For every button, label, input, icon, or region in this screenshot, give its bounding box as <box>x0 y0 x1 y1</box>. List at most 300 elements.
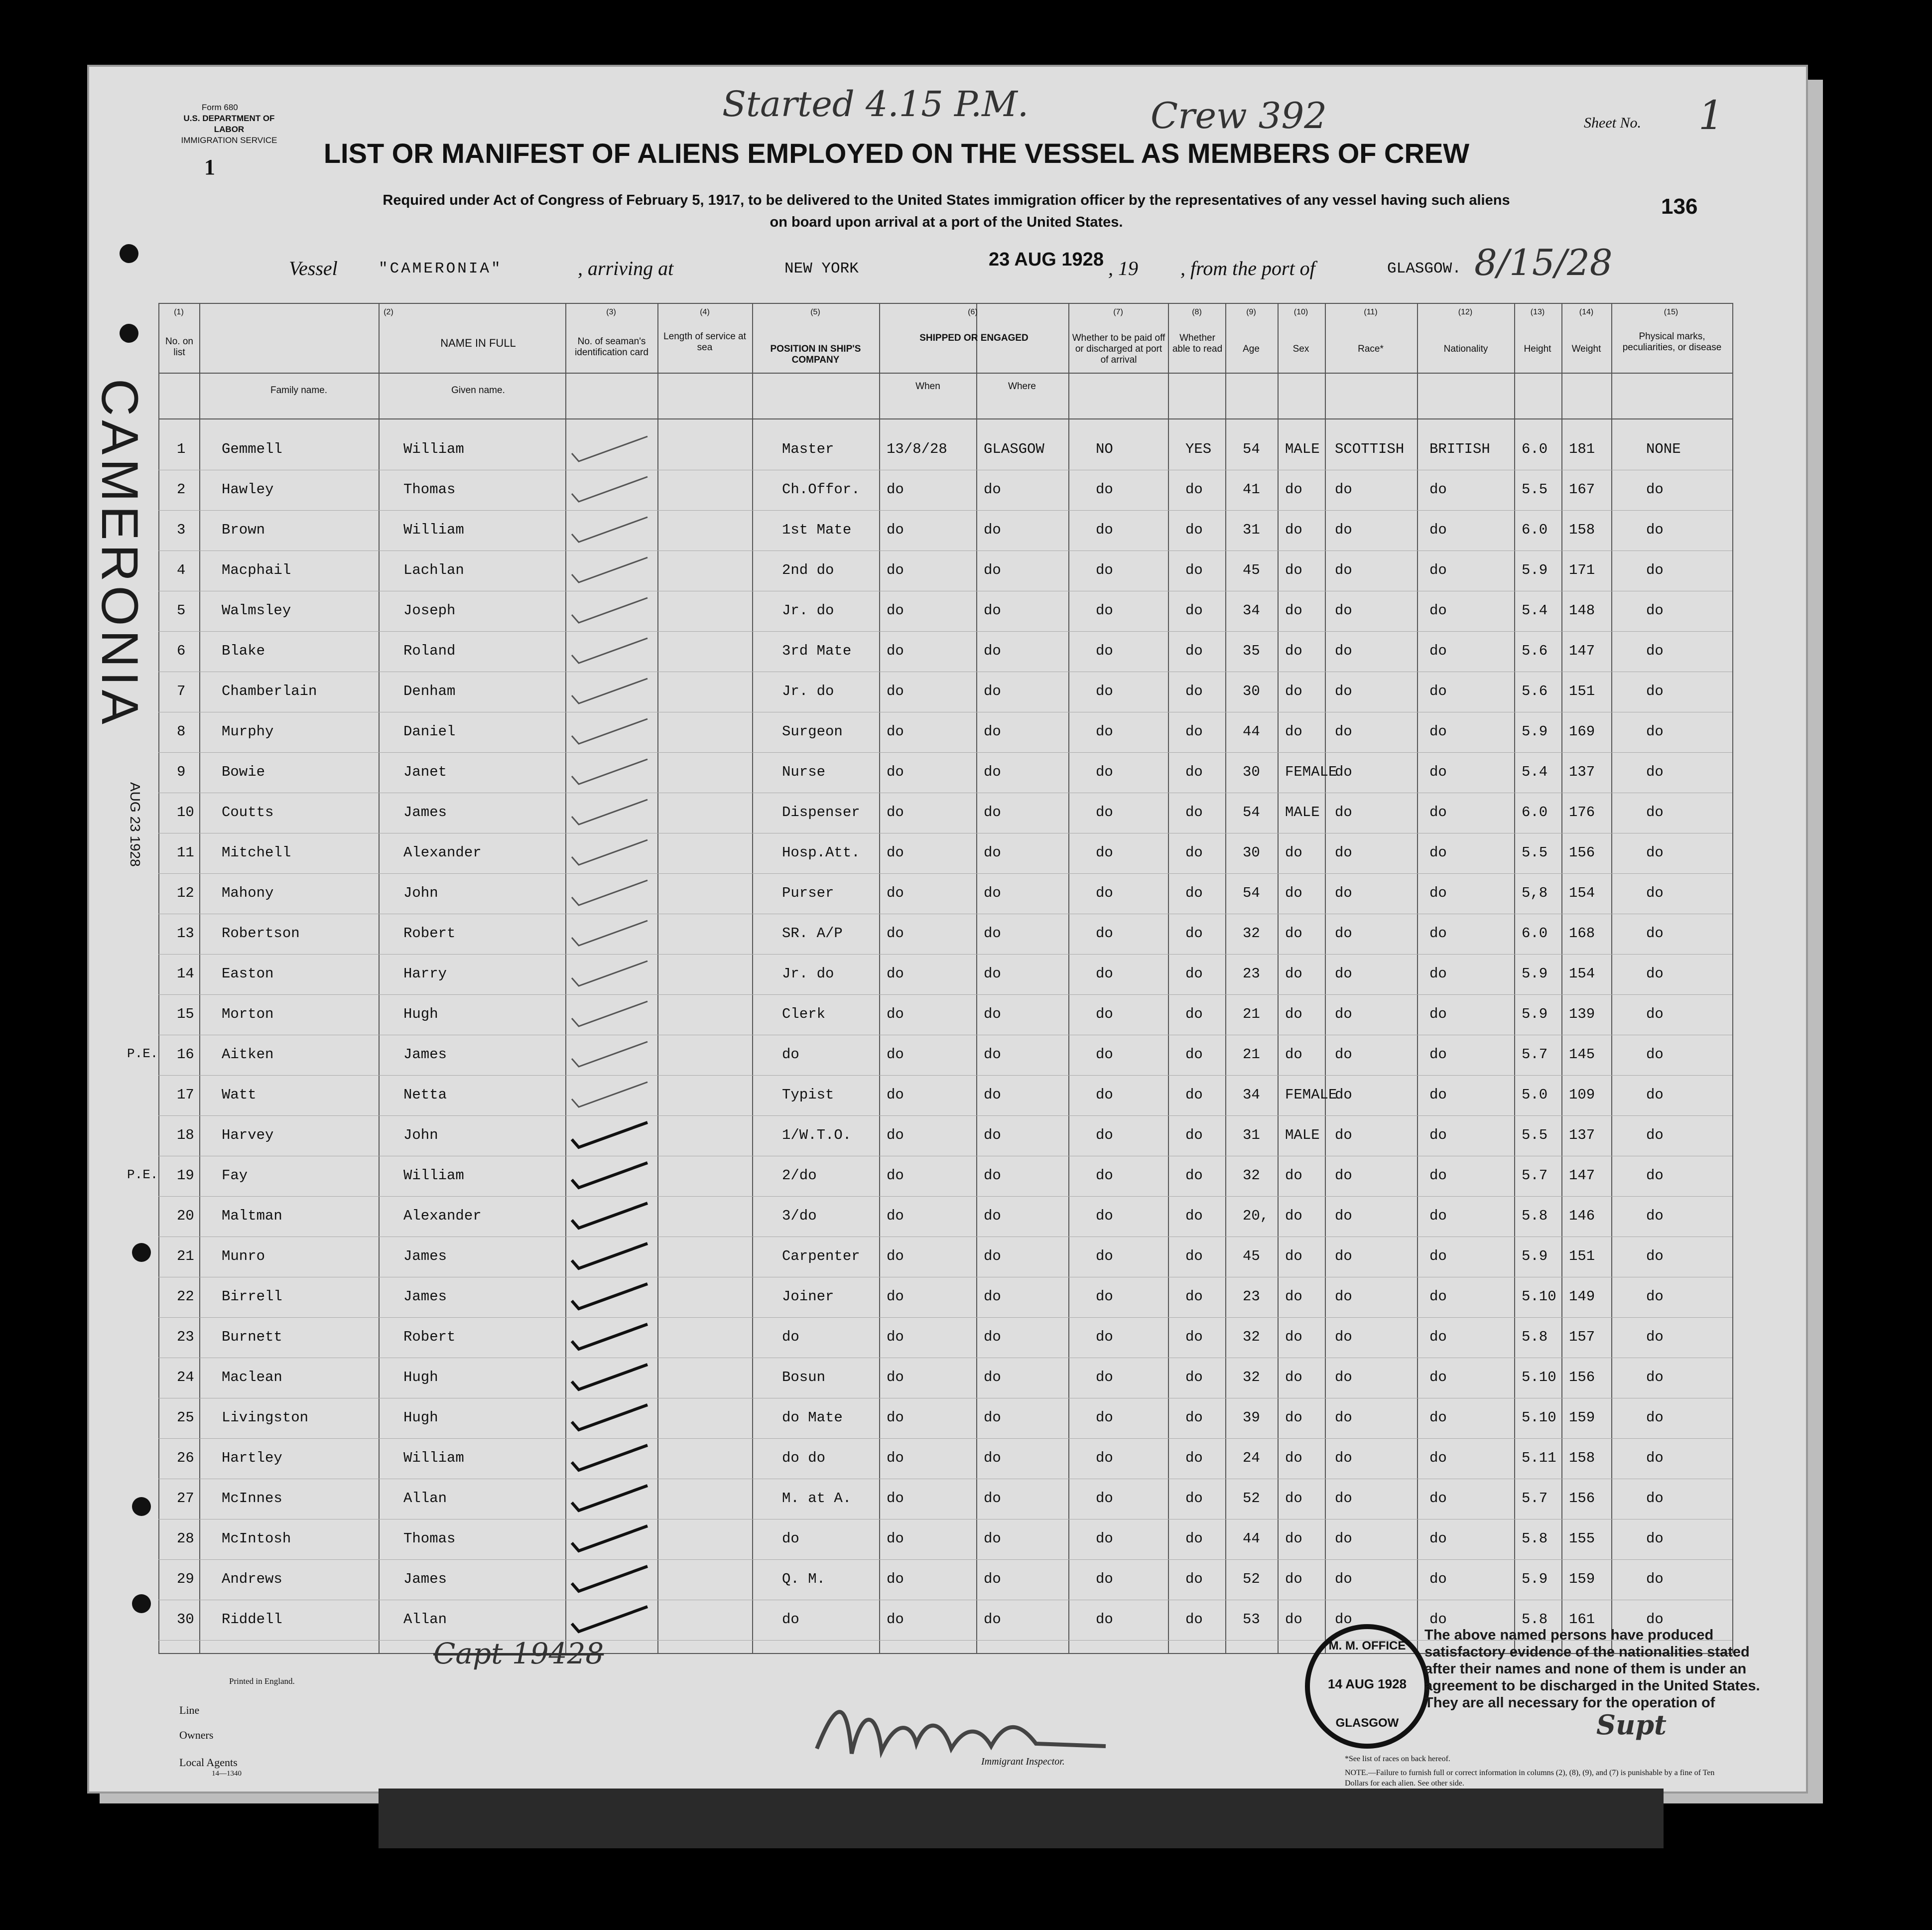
cell-height: 5.11 <box>1522 1450 1556 1466</box>
cell-sex: do <box>1285 643 1302 659</box>
col-num: (4) <box>700 308 710 316</box>
cell-physical-marks: do <box>1646 764 1664 780</box>
cell-shipped-where: do <box>984 885 1001 901</box>
cell-sex: do <box>1285 481 1302 498</box>
cell-height: 5.10 <box>1522 1288 1556 1305</box>
cell-shipped-when: do <box>887 602 904 619</box>
header-family-name: Family name. <box>270 385 328 396</box>
cell-shipped-where: do <box>984 804 1001 821</box>
cell-race: do <box>1335 1127 1352 1143</box>
check-mark-icon <box>568 1281 652 1311</box>
cell-family-name: Hawley <box>222 481 274 498</box>
cell-weight: 176 <box>1569 804 1595 821</box>
cell-able-to-read: do <box>1185 885 1203 901</box>
cell-weight: 167 <box>1569 481 1595 498</box>
cell-list-number: 24 <box>177 1369 194 1385</box>
cell-position: 2nd do <box>782 562 834 578</box>
check-mark-icon <box>568 554 652 584</box>
cell-weight: 168 <box>1569 925 1595 942</box>
cell-able-to-read: do <box>1185 965 1203 982</box>
cell-position: Ch.Offor. <box>782 481 860 498</box>
cell-family-name: Birrell <box>222 1288 282 1305</box>
cell-able-to-read: do <box>1185 1087 1203 1103</box>
cell-sex: do <box>1285 522 1302 538</box>
cell-given-name: Hugh <box>403 1409 438 1426</box>
cell-shipped-when: do <box>887 1087 904 1103</box>
cell-sex: do <box>1285 1208 1302 1224</box>
cell-paid-off: do <box>1096 481 1113 498</box>
cell-given-name: James <box>403 1248 447 1264</box>
col-num: (5) <box>810 308 820 316</box>
cell-list-number: 21 <box>177 1248 194 1264</box>
cell-paid-off: NO <box>1096 441 1113 457</box>
inspector-signature <box>807 1689 1126 1774</box>
department-label: U.S. DEPARTMENT OF LABOR <box>183 114 275 134</box>
cell-weight: 154 <box>1569 885 1595 901</box>
cell-shipped-when: do <box>887 1611 904 1628</box>
cell-physical-marks: do <box>1646 1288 1664 1305</box>
declaration-text: The above named persons have produced satisfactory evidence of the nationalities stated after their names and none of them is under an agreement to be discharged in the United States. They are all necessary for the operation of <box>1424 1627 1760 1711</box>
cell-nationality: do <box>1429 1006 1447 1022</box>
cell-given-name: Joseph <box>403 602 456 619</box>
row-rule <box>158 1438 1732 1439</box>
cell-list-number: 4 <box>177 562 186 578</box>
cell-able-to-read: do <box>1185 1248 1203 1264</box>
cell-position: 2/do <box>782 1167 817 1184</box>
cell-physical-marks: do <box>1646 1450 1664 1466</box>
row-prefix-mark: P.E. <box>127 1167 158 1182</box>
cell-position: 3/do <box>782 1208 817 1224</box>
cell-nationality: do <box>1429 1369 1447 1385</box>
cell-nationality: do <box>1429 764 1447 780</box>
cell-race: do <box>1335 1450 1352 1466</box>
cell-nationality: BRITISH <box>1429 441 1490 457</box>
cell-family-name: Walmsley <box>222 602 291 619</box>
check-mark-icon <box>568 1442 652 1472</box>
cell-family-name: Watt <box>222 1087 257 1103</box>
superintendent-signature: Supt <box>1596 1709 1667 1741</box>
cell-sex: do <box>1285 885 1302 901</box>
cell-nationality: do <box>1429 804 1447 821</box>
cell-paid-off: do <box>1096 562 1113 578</box>
service-label: IMMIGRATION SERVICE <box>181 136 277 145</box>
local-agents-label: Local Agents <box>179 1756 238 1769</box>
cell-physical-marks: do <box>1646 1369 1664 1385</box>
cell-able-to-read: do <box>1185 1167 1203 1184</box>
cell-position: Joiner <box>782 1288 834 1305</box>
cell-paid-off: do <box>1096 1288 1113 1305</box>
cell-list-number: 16 <box>177 1046 194 1063</box>
cell-sex: do <box>1285 1490 1302 1507</box>
cell-given-name: James <box>403 1046 447 1063</box>
cell-shipped-when: do <box>887 1571 904 1587</box>
cell-shipped-when: do <box>887 522 904 538</box>
cell-family-name: Riddell <box>222 1611 282 1628</box>
cell-nationality: do <box>1429 1208 1447 1224</box>
cell-age: 23 <box>1243 965 1260 982</box>
cell-list-number: 9 <box>177 764 186 780</box>
check-mark-icon <box>568 1402 652 1432</box>
cell-family-name: Morton <box>222 1006 274 1022</box>
cell-shipped-where: do <box>984 602 1001 619</box>
cell-nationality: do <box>1429 1329 1447 1345</box>
vessel-label: Vessel <box>289 257 338 279</box>
cell-family-name: Burnett <box>222 1329 282 1345</box>
cell-position: 3rd Mate <box>782 643 852 659</box>
cell-shipped-when: do <box>887 1490 904 1507</box>
cell-age: 34 <box>1243 1087 1260 1103</box>
cell-age: 45 <box>1243 562 1260 578</box>
cell-height: 5.9 <box>1522 965 1548 982</box>
cell-physical-marks: do <box>1646 683 1664 699</box>
cell-paid-off: do <box>1096 1530 1113 1547</box>
cell-shipped-where: do <box>984 925 1001 942</box>
arrival-date-stamp: 23 AUG 1928 <box>989 249 1104 270</box>
check-mark-icon <box>568 877 652 907</box>
cell-height: 5.5 <box>1522 1127 1548 1143</box>
cell-shipped-when: do <box>887 1006 904 1022</box>
cell-family-name: Chamberlain <box>222 683 317 699</box>
header-physical-marks: Physical marks, peculiarities, or disease <box>1622 331 1722 353</box>
header-given-name: Given name. <box>451 385 505 396</box>
cell-nationality: do <box>1429 1611 1447 1628</box>
cell-nationality: do <box>1429 1530 1447 1547</box>
cell-position: Hosp.Att. <box>782 844 860 861</box>
cell-age: 32 <box>1243 1329 1260 1345</box>
cell-position: Jr. do <box>782 965 834 982</box>
cell-sex: do <box>1285 1571 1302 1587</box>
cell-age: 31 <box>1243 522 1260 538</box>
cell-given-name: James <box>403 804 447 821</box>
cell-shipped-when: do <box>887 1369 904 1385</box>
cell-paid-off: do <box>1096 764 1113 780</box>
cell-physical-marks: do <box>1646 1409 1664 1426</box>
cell-position: do <box>782 1611 799 1628</box>
cell-race: do <box>1335 1208 1352 1224</box>
cell-family-name: Munro <box>222 1248 265 1264</box>
cell-physical-marks: do <box>1646 1046 1664 1063</box>
subtitle-line-2: on board upon arrival at a port of the United States. <box>770 214 1123 230</box>
cell-able-to-read: do <box>1185 723 1203 740</box>
check-mark-icon <box>568 1079 652 1109</box>
crossed-note: Capt 19428 <box>433 1637 604 1670</box>
cell-given-name: Hugh <box>403 1369 438 1385</box>
cell-paid-off: do <box>1096 1208 1113 1224</box>
cell-position: Typist <box>782 1087 834 1103</box>
cell-race: do <box>1335 885 1352 901</box>
cell-age: 30 <box>1243 764 1260 780</box>
cell-weight: 159 <box>1569 1571 1595 1587</box>
cell-height: 5.4 <box>1522 602 1548 619</box>
cell-physical-marks: do <box>1646 1530 1664 1547</box>
cell-shipped-when: do <box>887 1248 904 1264</box>
cell-given-name: Thomas <box>403 1530 456 1547</box>
cell-shipped-when: do <box>887 804 904 821</box>
check-mark-icon <box>568 1241 652 1270</box>
cell-sex: MALE <box>1285 804 1320 821</box>
cell-race: do <box>1335 1006 1352 1022</box>
cell-age: 41 <box>1243 481 1260 498</box>
cell-nationality: do <box>1429 1490 1447 1507</box>
cell-height: 5.8 <box>1522 1208 1548 1224</box>
cell-weight: 145 <box>1569 1046 1595 1063</box>
cell-shipped-where: do <box>984 1530 1001 1547</box>
cell-shipped-when: do <box>887 683 904 699</box>
cell-sex: do <box>1285 1530 1302 1547</box>
cell-height: 5.10 <box>1522 1369 1556 1385</box>
cell-shipped-where: do <box>984 1329 1001 1345</box>
header-length-service: Length of service at sea <box>663 331 746 353</box>
cell-list-number: 8 <box>177 723 186 740</box>
cell-weight: 169 <box>1569 723 1595 740</box>
cell-paid-off: do <box>1096 1087 1113 1103</box>
cell-physical-marks: do <box>1646 965 1664 982</box>
cell-family-name: Fay <box>222 1167 248 1184</box>
cell-race: do <box>1335 1409 1352 1426</box>
owners-label: Owners <box>179 1729 214 1741</box>
cell-position: do <box>782 1329 799 1345</box>
mm-office-stamp <box>1305 1624 1429 1749</box>
col-num: (2) <box>384 308 393 316</box>
cell-given-name: Robert <box>403 925 456 942</box>
departure-port: GLASGOW. <box>1387 260 1461 277</box>
header-no-on-list: No. on list <box>165 336 193 358</box>
cell-height: 6.0 <box>1522 522 1548 538</box>
cell-age: 44 <box>1243 723 1260 740</box>
check-mark-icon <box>568 635 652 665</box>
cell-list-number: 26 <box>177 1450 194 1466</box>
cell-height: 5.6 <box>1522 683 1548 699</box>
cell-sex: FEMALE <box>1285 1087 1337 1103</box>
cell-nationality: do <box>1429 683 1447 699</box>
cell-weight: 151 <box>1569 1248 1595 1264</box>
cell-race: do <box>1335 1087 1352 1103</box>
cell-weight: 137 <box>1569 764 1595 780</box>
cell-sex: do <box>1285 562 1302 578</box>
cell-able-to-read: do <box>1185 1006 1203 1022</box>
cell-family-name: Murphy <box>222 723 274 740</box>
check-mark-icon <box>568 676 652 705</box>
check-mark-icon <box>568 837 652 867</box>
row-rule <box>158 954 1732 955</box>
cell-position: do <box>782 1530 799 1547</box>
cell-position: do Mate <box>782 1409 843 1426</box>
cell-height: 5,8 <box>1522 885 1548 901</box>
check-mark-icon <box>568 998 652 1028</box>
arrival-port: NEW YORK <box>784 260 859 277</box>
row-rule <box>158 510 1732 511</box>
cell-race: do <box>1335 1167 1352 1184</box>
cell-sex: do <box>1285 1450 1302 1466</box>
cell-family-name: Robertson <box>222 925 300 942</box>
cell-nationality: do <box>1429 1127 1447 1143</box>
cell-age: 24 <box>1243 1450 1260 1466</box>
cell-able-to-read: do <box>1185 764 1203 780</box>
cell-shipped-when: do <box>887 1530 904 1547</box>
cell-race: do <box>1335 562 1352 578</box>
check-mark-icon <box>568 1200 652 1230</box>
cell-height: 5.10 <box>1522 1409 1556 1426</box>
cell-height: 5.9 <box>1522 723 1548 740</box>
cell-height: 5.6 <box>1522 643 1548 659</box>
cell-nationality: do <box>1429 562 1447 578</box>
col-num: (3) <box>606 308 616 316</box>
vessel-name: "CAMERONIA" <box>379 260 503 277</box>
cell-list-number: 20 <box>177 1208 194 1224</box>
cell-paid-off: do <box>1096 1127 1113 1143</box>
row-rule <box>158 1075 1732 1076</box>
row-rule <box>158 1115 1732 1116</box>
cell-position: Bosun <box>782 1369 826 1385</box>
cell-age: 35 <box>1243 643 1260 659</box>
cell-weight: 147 <box>1569 643 1595 659</box>
cell-shipped-where: do <box>984 562 1001 578</box>
check-mark-icon <box>568 1523 652 1553</box>
cell-shipped-when: do <box>887 1167 904 1184</box>
cell-race: do <box>1335 602 1352 619</box>
cell-shipped-when: do <box>887 643 904 659</box>
cell-weight: 159 <box>1569 1409 1595 1426</box>
cell-family-name: McInnes <box>222 1490 282 1507</box>
cell-given-name: William <box>403 1167 464 1184</box>
cell-physical-marks: NONE <box>1646 441 1681 457</box>
cell-race: do <box>1335 1530 1352 1547</box>
col-num: (6) <box>968 308 978 316</box>
cell-age: 45 <box>1243 1248 1260 1264</box>
cell-given-name: James <box>403 1288 447 1305</box>
cell-given-name: Hugh <box>403 1006 438 1022</box>
cell-shipped-when: do <box>887 1409 904 1426</box>
cell-family-name: Brown <box>222 522 265 538</box>
cell-position: Jr. do <box>782 683 834 699</box>
cell-list-number: 13 <box>177 925 194 942</box>
punch-hole <box>132 1243 151 1262</box>
cell-race: do <box>1335 1571 1352 1587</box>
cell-list-number: 14 <box>177 965 194 982</box>
cell-given-name: Allan <box>403 1611 447 1628</box>
cell-physical-marks: do <box>1646 481 1664 498</box>
cell-shipped-when: do <box>887 925 904 942</box>
cell-position: do <box>782 1046 799 1063</box>
stamp-date: 14 AUG 1928 <box>1327 1676 1407 1691</box>
cell-physical-marks: do <box>1646 804 1664 821</box>
cell-paid-off: do <box>1096 1450 1113 1466</box>
cell-race: do <box>1335 1611 1352 1628</box>
cell-paid-off: do <box>1096 844 1113 861</box>
cell-family-name: Mitchell <box>222 844 291 861</box>
cell-shipped-where: GLASGOW <box>984 441 1044 457</box>
cell-nationality: do <box>1429 925 1447 942</box>
cell-given-name: Roland <box>403 643 456 659</box>
cell-able-to-read: do <box>1185 1450 1203 1466</box>
line-label: Line <box>179 1704 200 1716</box>
col-num: (11) <box>1364 308 1378 316</box>
cell-physical-marks: do <box>1646 844 1664 861</box>
cell-position: Q. M. <box>782 1571 826 1587</box>
cell-able-to-read: do <box>1185 1409 1203 1426</box>
cell-height: 5.4 <box>1522 764 1548 780</box>
cell-race: do <box>1335 925 1352 942</box>
cell-paid-off: do <box>1096 1046 1113 1063</box>
cell-age: 54 <box>1243 885 1260 901</box>
cell-weight: 148 <box>1569 602 1595 619</box>
cell-able-to-read: do <box>1185 1288 1203 1305</box>
cell-family-name: Livingston <box>222 1409 309 1426</box>
cell-sex: do <box>1285 602 1302 619</box>
check-mark-icon <box>568 716 652 746</box>
cell-paid-off: do <box>1096 1248 1113 1264</box>
cell-family-name: Blake <box>222 643 265 659</box>
started-note: Started 4.15 P.M. <box>722 84 1029 125</box>
cell-physical-marks: do <box>1646 1329 1664 1345</box>
cell-given-name: John <box>403 885 438 901</box>
cell-shipped-where: do <box>984 522 1001 538</box>
cell-sex: MALE <box>1285 441 1320 457</box>
year-label: , 19 <box>1108 257 1138 279</box>
cell-given-name: Thomas <box>403 481 456 498</box>
race-note: *See list of races on back hereof. <box>1345 1755 1450 1763</box>
cell-shipped-when: do <box>887 481 904 498</box>
cell-given-name: Netta <box>403 1087 447 1103</box>
check-mark-icon <box>568 1604 652 1634</box>
cell-nationality: do <box>1429 965 1447 982</box>
cell-given-name: William <box>403 441 464 457</box>
row-rule <box>158 1196 1732 1197</box>
cell-weight: 161 <box>1569 1611 1595 1628</box>
cell-physical-marks: do <box>1646 1611 1664 1628</box>
cell-shipped-when: do <box>887 562 904 578</box>
cell-age: 54 <box>1243 441 1260 457</box>
cell-age: 52 <box>1243 1571 1260 1587</box>
cell-weight: 158 <box>1569 522 1595 538</box>
cell-paid-off: do <box>1096 1167 1113 1184</box>
col-num: (10) <box>1293 308 1308 316</box>
cell-able-to-read: do <box>1185 804 1203 821</box>
col-num: (8) <box>1192 308 1202 316</box>
cell-sex: do <box>1285 1369 1302 1385</box>
cell-able-to-read: do <box>1185 522 1203 538</box>
cell-weight: 156 <box>1569 1369 1595 1385</box>
cell-paid-off: do <box>1096 602 1113 619</box>
cell-shipped-when: do <box>887 764 904 780</box>
cell-paid-off: do <box>1096 885 1113 901</box>
cell-family-name: Hartley <box>222 1450 282 1466</box>
cell-list-number: 3 <box>177 522 186 538</box>
header-paid-off: Whether to be paid off or discharged at port of arrival <box>1072 333 1165 365</box>
cell-physical-marks: do <box>1646 1490 1664 1507</box>
cell-race: do <box>1335 844 1352 861</box>
cell-able-to-read: do <box>1185 1571 1203 1587</box>
cell-able-to-read: do <box>1185 683 1203 699</box>
cell-sex: do <box>1285 723 1302 740</box>
cell-nationality: do <box>1429 885 1447 901</box>
stamp-bottom-text: GLASGOW <box>1335 1716 1399 1730</box>
cell-race: do <box>1335 723 1352 740</box>
cell-weight: 151 <box>1569 683 1595 699</box>
cell-able-to-read: do <box>1185 602 1203 619</box>
cell-nationality: do <box>1429 1087 1447 1103</box>
cell-nationality: do <box>1429 643 1447 659</box>
manifest-subtitle <box>299 189 1594 233</box>
cell-shipped-where: do <box>984 1248 1001 1264</box>
cell-weight: 146 <box>1569 1208 1595 1224</box>
cell-shipped-where: do <box>984 1450 1001 1466</box>
cell-age: 31 <box>1243 1127 1260 1143</box>
check-mark-icon <box>568 1362 652 1391</box>
cell-position: Dispenser <box>782 804 860 821</box>
cell-sex: do <box>1285 1611 1302 1628</box>
cell-race: do <box>1335 764 1352 780</box>
